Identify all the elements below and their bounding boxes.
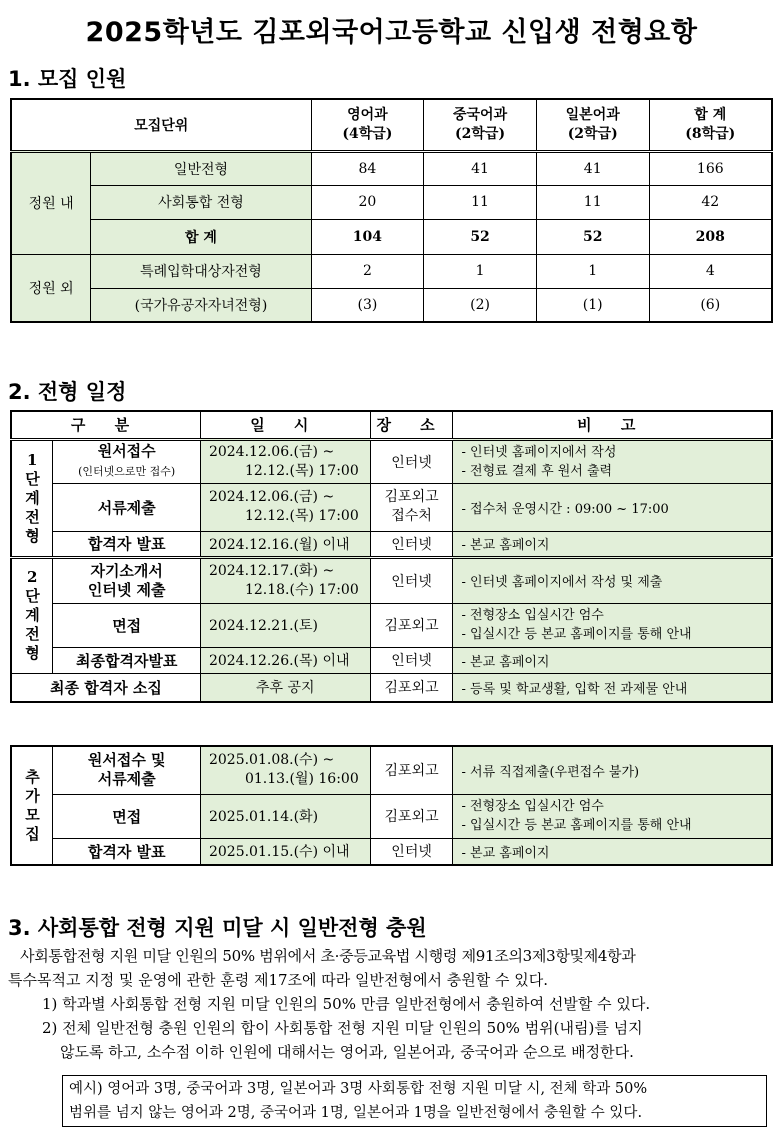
section-3-body (8, 944, 778, 1064)
section-1-heading: 1. 모집 인원 (8, 67, 127, 91)
section-3-heading: 3. 사회통합 전형 지원 미달 시 일반전형 충원 (8, 916, 427, 940)
stage-1-label: 1단계전형 (11, 439, 53, 557)
row-label: 특례입학대상자전형 (91, 254, 311, 288)
row-label: (국가유공자자녀전형) (91, 288, 311, 322)
recruitment-header-row (11, 99, 772, 151)
stage-2-label: 2단계전형 (11, 557, 53, 673)
notes-cell: - 본교 홈페이지 (453, 531, 772, 557)
page-title: 2025학년도 김포외국어고등학교 신입생 전형요항 (85, 17, 698, 48)
cell: 1 (424, 254, 537, 288)
header-notes: 비 고 (453, 411, 772, 439)
table-row (11, 439, 772, 483)
notes-cell: - 인터넷 홈페이지에서 작성 - 전형료 결제 후 원서 출력 (453, 439, 772, 483)
notes-cell: - 전형장소 입실시간 엄수 - 입실시간 등 본교 홈페이지를 통해 안내 (453, 603, 772, 647)
item-cell: 면접 (53, 794, 201, 838)
notes-cell: - 전형장소 입실시간 엄수 - 입실시간 등 본교 홈페이지를 통해 안내 (453, 794, 772, 838)
table-row (11, 254, 772, 288)
place-cell: 김포외고 (370, 603, 453, 647)
header-place: 장 소 (370, 411, 453, 439)
cell: 52 (424, 219, 537, 254)
date-cell: 2025.01.08.(수) ~ 01.13.(월) 16:00 (200, 746, 370, 794)
recruitment-table (10, 98, 773, 323)
notes-cell: - 본교 홈페이지 (453, 838, 772, 865)
notes-cell: - 인터넷 홈페이지에서 작성 및 제출 (453, 557, 772, 603)
cell: 42 (649, 185, 772, 219)
cell: 20 (311, 185, 424, 219)
cell: (2) (424, 288, 537, 322)
table-row (11, 647, 772, 673)
item-cell: 합격자 발표 (53, 838, 201, 865)
place-cell: 인터넷 (370, 647, 453, 673)
notes-cell: - 등록 및 학교생활, 입학 전 과제물 안내 (453, 673, 772, 702)
item-cell: 원서접수 (인터넷으로만 접수) (53, 439, 201, 483)
item-2-line-2: 않도록 하고, 소수점 이하 인원에 대해서는 영어과, 일본어과, 중국어과 순으로 배정한다. (60, 1043, 634, 1061)
date-cell: 2025.01.15.(수) 이내 (200, 838, 370, 865)
date-cell: 2025.01.14.(화) (200, 794, 370, 838)
table-row (11, 185, 772, 219)
table-row (11, 838, 772, 865)
item-cell: 합격자 발표 (53, 531, 201, 557)
place-cell: 인터넷 (370, 531, 453, 557)
cell: 52 (536, 219, 649, 254)
table-row (11, 151, 772, 185)
header-category: 구 분 (11, 411, 200, 439)
example-box (62, 1075, 767, 1127)
cell: 208 (649, 219, 772, 254)
item-cell: 원서접수 및 서류제출 (53, 746, 201, 794)
table-row-subtotal (11, 219, 772, 254)
table-row (11, 288, 772, 322)
date-cell: 2024.12.21.(토) (200, 603, 370, 647)
additional-recruitment-table (10, 745, 773, 866)
place-cell: 인터넷 (370, 557, 453, 603)
item-cell: 서류제출 (53, 483, 201, 531)
table-row (11, 603, 772, 647)
cell: 41 (424, 151, 537, 185)
item-1: 1) 학과별 사회통합 전형 지원 미달 인원의 50% 만큼 일반전형에서 충원하여 선발할 수 있다. (42, 995, 651, 1013)
table-row (11, 483, 772, 531)
header-chinese: 중국어과 (2학급) (424, 99, 537, 151)
row-label: 합 계 (91, 219, 311, 254)
date-cell: 2024.12.06.(금) ~ 12.12.(목) 17:00 (200, 483, 370, 531)
example-line-2: 범위를 넘지 않는 영어과 2명, 중국어과 1명, 일본어과 1명을 일반전형에서 충원할 수 있다. (69, 1105, 643, 1121)
place-cell: 김포외고 (370, 746, 453, 794)
section-2-heading: 2. 전형 일정 (8, 380, 127, 404)
schedule-header-row (11, 411, 772, 439)
header-japanese: 일본어과 (2학급) (536, 99, 649, 151)
header-unit: 모집단위 (11, 99, 311, 151)
cell: 84 (311, 151, 424, 185)
group-out-label: 정원 외 (11, 254, 91, 322)
intro-line-1: 사회통합전형 지원 미달 인원의 50% 범위에서 초·중등교육법 시행령 제91조의3제3항및제4항과 (20, 947, 636, 965)
date-cell: 2024.12.26.(목) 이내 (200, 647, 370, 673)
row-label: 일반전형 (91, 151, 311, 185)
header-english: 영어과 (4학급) (311, 99, 424, 151)
date-cell: 2024.12.06.(금) ~ 12.12.(목) 17:00 (200, 439, 370, 483)
cell: 166 (649, 151, 772, 185)
place-cell: 김포외고 (370, 673, 453, 702)
notes-cell: - 본교 홈페이지 (453, 647, 772, 673)
cell: 4 (649, 254, 772, 288)
date-cell: 2024.12.17.(화) ~ 12.18.(수) 17:00 (200, 557, 370, 603)
final-item-cell: 최종 합격자 소집 (11, 673, 200, 702)
item-cell: 최종합격자발표 (53, 647, 201, 673)
table-row-final (11, 673, 772, 702)
item-cell: 자기소개서 인터넷 제출 (53, 557, 201, 603)
cell: (1) (536, 288, 649, 322)
item-cell: 면접 (53, 603, 201, 647)
place-cell: 김포외고 접수처 (370, 483, 453, 531)
place-cell: 인터넷 (370, 838, 453, 865)
item-2-line-1: 2) 전체 일반전형 충원 인원의 합이 사회통합 전형 지원 미달 인원의 50% 범위(내림)를 넘지 (42, 1019, 643, 1037)
notes-cell: - 접수처 운영시간 : 09:00 ~ 17:00 (453, 483, 772, 531)
cell: 41 (536, 151, 649, 185)
place-cell: 인터넷 (370, 439, 453, 483)
cell: 11 (424, 185, 537, 219)
row-label: 사회통합 전형 (91, 185, 311, 219)
date-cell: 2024.12.16.(월) 이내 (200, 531, 370, 557)
group-in-label: 정원 내 (11, 151, 91, 254)
header-date: 일 시 (200, 411, 370, 439)
table-row (11, 531, 772, 557)
cell: 2 (311, 254, 424, 288)
table-row (11, 557, 772, 603)
notes-cell: - 서류 직접제출(우편접수 불가) (453, 746, 772, 794)
schedule-table (10, 410, 773, 703)
table-row (11, 794, 772, 838)
cell: (6) (649, 288, 772, 322)
place-cell: 김포외고 (370, 794, 453, 838)
cell: 104 (311, 219, 424, 254)
example-line-1: 예시) 영어과 3명, 중국어과 3명, 일본어과 3명 사회통합 전형 지원 미달 시, 전체 학과 50% (69, 1081, 648, 1097)
intro-line-2: 특수목적고 지정 및 운영에 관한 훈령 제17조에 따라 일반전형에서 충원할 수 있다. (8, 971, 548, 989)
cell: 11 (536, 185, 649, 219)
cell: (3) (311, 288, 424, 322)
cell: 1 (536, 254, 649, 288)
table-row (11, 746, 772, 794)
extra-label: 추가모집 (11, 746, 53, 865)
date-cell: 추후 공지 (200, 673, 370, 702)
header-total: 합 계 (8학급) (649, 99, 772, 151)
